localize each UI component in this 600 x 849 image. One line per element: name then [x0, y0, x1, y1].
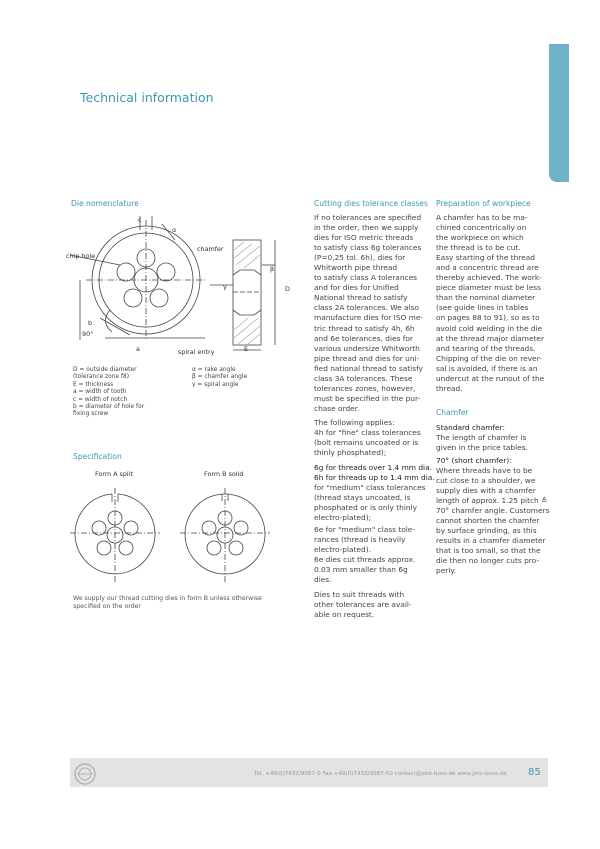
- preparation-text: A chamfer has to be ma- chined concentrically on the workpiece on which the thread is to be cut. Easy starting of the thread and a concentric thread are thereby achieved. The work- piece diameter must be less than the nominal diameter (see guide lines in tables on pages 88 to 91), so as to avoid cold welding in the die at the thread major diameter and tearing of the threads. Chipping of the die on rever- sal is avoided, if there is an undercut at the runout of the thread.: [436, 213, 545, 393]
- form-a-split-diagram: [70, 488, 160, 583]
- tolerance-6g-6h: 6g for threads over 1.4 mm dia. 6h for threads up to 1.4 mm dia.: [314, 463, 435, 483]
- tolerance-6e: 6e for "medium" class tole- rances (thread is heavily electro-plated). 6e dies cut threads approx. 0.03 mm smaller than 6g dies.: [314, 525, 416, 585]
- die-nomenclature-heading: Die nomenclature: [71, 199, 139, 208]
- chamfer-heading: Chamfer: [436, 408, 469, 417]
- standard-chamfer-text: The length of chamfer is given in the price tables.: [436, 433, 528, 453]
- c-label: c: [138, 216, 142, 224]
- tolerance-other: Dies to suit threads with other tolerances are avail- able on request.: [314, 590, 412, 620]
- page-number: 85: [528, 767, 541, 778]
- short-chamfer-text: Where threads have to be cut close to a shoulder, we supply dies with a chamfer length of approx. 1.25 pitch ≙ 70° chamfer angle. Customers cannot shorten the chamfer by surface grinding, as this results in a chamfer diameter that is too small, so that the die then no longer cuts pro- perly.: [436, 466, 550, 576]
- spiral-entry-label: spiral entry: [178, 348, 215, 356]
- chip-hole-label: chip hole: [66, 252, 96, 260]
- specification-heading: Specification: [73, 452, 122, 461]
- standard-chamfer-title: Standard chamfer:: [436, 423, 505, 432]
- page-title: Technical information: [80, 90, 214, 105]
- b-label: b: [88, 319, 93, 327]
- alpha-label: α: [172, 226, 177, 234]
- tolerance-intro: If no tolerances are specified in the order, then we supply dies for ISO metric threads to satisfy class 6g tolerances (P=0,25 tol. 6h), dies for Whitworth pipe thread to satisfy class A tolerances and for dies for Unified National thread to satisfy class 2A tolerances. We also manufacture dies for ISO me- tric thread to satisfy 4h, 6h and 6e tolerances, dies for various undersize Whitworth pipe thread and dies for uni- fied national thread to satisfy class 3A tolerances. These tolerances zones, however, must be specified in the pur- chase order.: [314, 213, 424, 413]
- form-b-solid-diagram: [180, 488, 270, 583]
- d-label: D: [285, 285, 290, 293]
- form-b-label: Form B solid: [204, 470, 244, 478]
- e-label: E: [244, 345, 249, 353]
- gamma-label: γ: [223, 283, 227, 291]
- tolerance-classes-heading: Cutting dies tolerance classes: [314, 199, 428, 208]
- section-tab: [549, 44, 569, 182]
- tolerance-4h: 4h for "fine" class tolerances (bolt remains uncoated or is thinly phosphated);: [314, 428, 421, 458]
- legend-dimensions: D = outside diameter (tolerance zone f8) E = thickness a = width of tooth c = width of notch b = diameter of hole for fixing screw: [73, 367, 145, 418]
- company-logo-icon: [73, 762, 97, 786]
- short-chamfer-title: 70° (short chamfer):: [436, 456, 512, 465]
- tolerance-applies: The following applies:: [314, 418, 395, 427]
- footer-contact: Tel. +49(0)7432/9087-0 Fax +49(0)7432/9087-50 contact@joto-boss.de www.joto-boss.de: [254, 771, 507, 777]
- a-label: a: [136, 345, 140, 353]
- form-a-label: Form A split: [95, 470, 133, 478]
- tolerance-medium: for "medium" class tolerances (thread stays uncoated, is phosphated or is only thinly electro-plated);: [314, 483, 426, 523]
- specification-note: We supply our thread cutting dies in form B unless otherwise specified on the order: [73, 595, 262, 611]
- preparation-heading: Preparation of workpiece: [436, 199, 531, 208]
- chamfer-label: chamfer: [197, 245, 224, 253]
- angle-90-label: 90°: [82, 330, 94, 338]
- legend-angles: α = rake angle β = chamfer angle γ = spiral angle: [192, 367, 248, 388]
- beta-label: β: [270, 265, 275, 273]
